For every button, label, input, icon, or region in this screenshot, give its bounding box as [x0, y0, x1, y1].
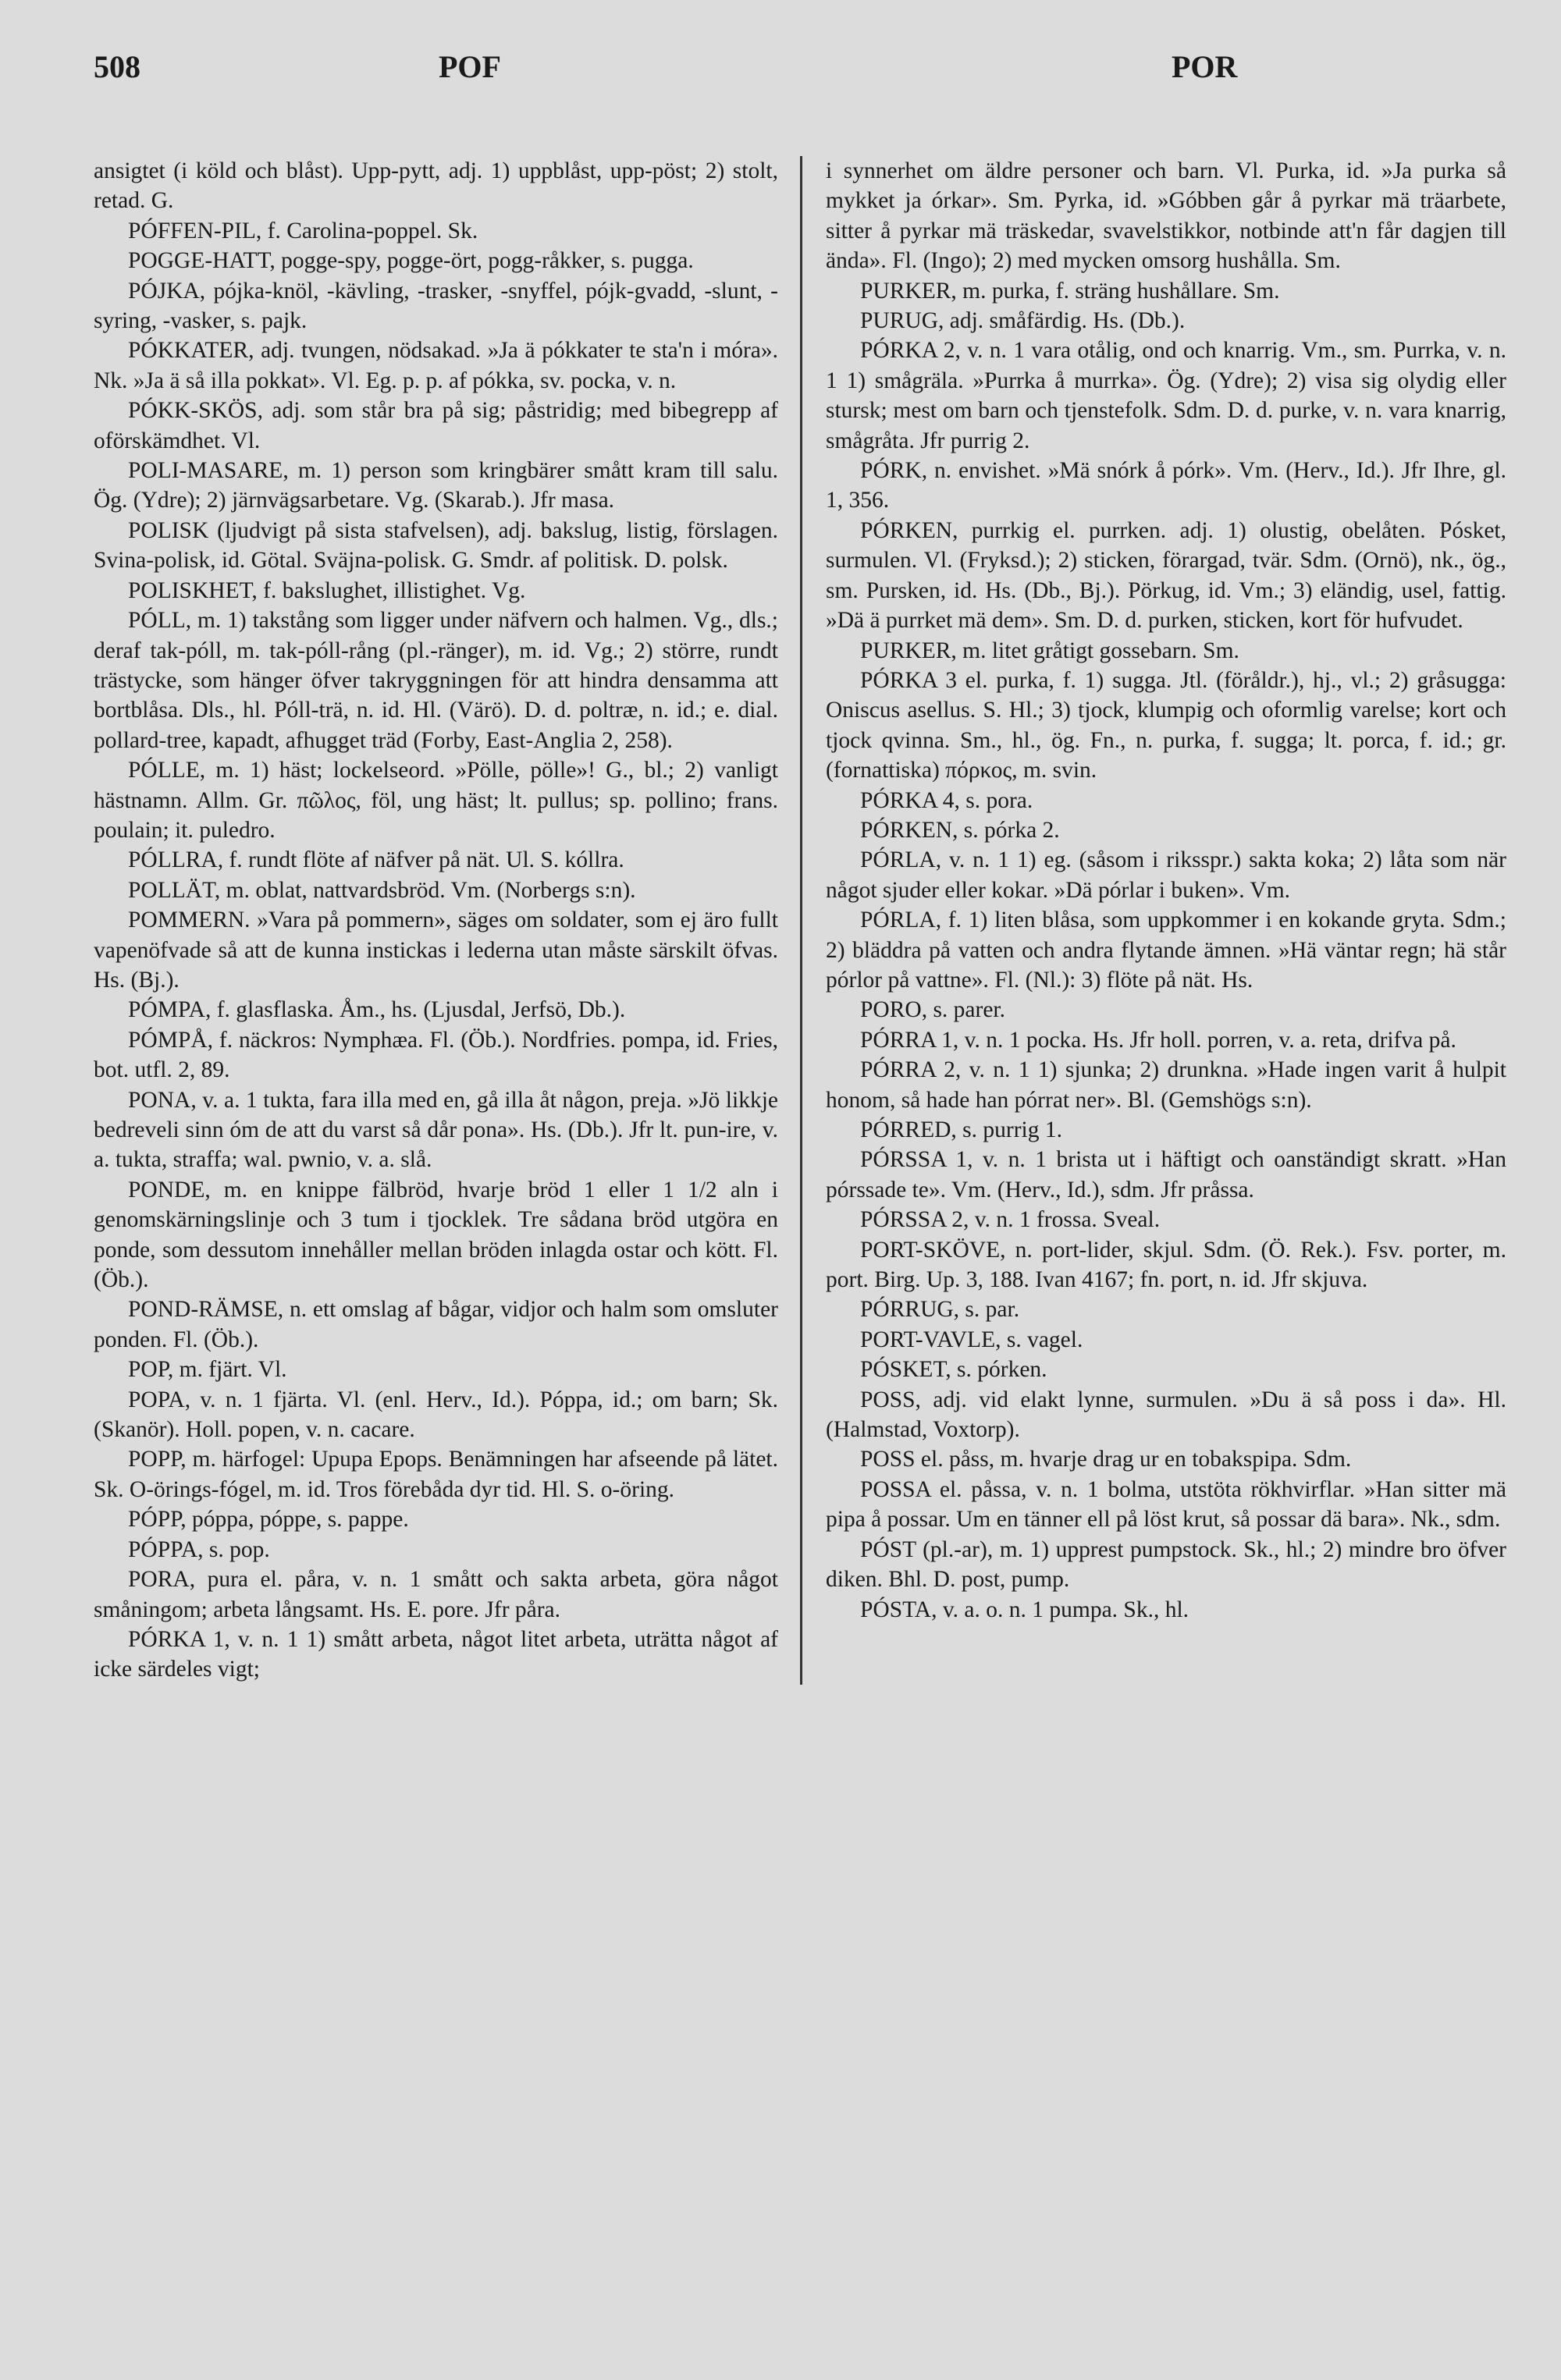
dictionary-entry: POSSA el. påssa, v. n. 1 bolma, utstöta rökhvirflar. »Han sitter mä pipa å possar. Um en tänner ell på löst krut, så possar dä bara». Nk., sdm. [826, 1476, 1506, 1533]
dictionary-entry: PÓLLE, m. 1) häst; lockelseord. »Pölle, pölle»! G., bl.; 2) vanligt hästnamn. Allm. Gr. πῶλος, föl, ung häst; lt. pullus; sp. pollino; frans. poulain; it. puledro. [94, 758, 778, 843]
dictionary-entry: POPP, m. härfogel: Upupa Epops. Benämningen har afseende på lätet. Sk. O-örings-fógel, m. id. Tros förebåda dyr tid. Hl. S. o-öring. [94, 1447, 778, 1502]
dictionary-entry: POMMERN. »Vara på pommern», säges om soldater, som ej äro fullt vapenöfvade så att de kunna instickas i lederna utan måste särskilt öfvas. Hs. (Bj.). [94, 908, 778, 993]
dictionary-entry: PÓSTA, v. a. o. n. 1 pumpa. Sk., hl. [860, 1597, 1189, 1622]
dictionary-entry: PÓPPA, s. pop. [128, 1536, 270, 1562]
left-column [94, 156, 800, 1685]
dictionary-entry: PÓRKA 2, v. n. 1 vara otålig, ond och knarrig. Vm., sm. Purrka, v. n. 1 1) smågräla. »Purrka å murrka». Ög. (Ydre); 2) visa sig olydig eller stursk; mest om barn och tjenstefolk. Sdm. D. d. purke, v. n. vara knarrig, smågråta. Jfr purrig 2. [826, 338, 1506, 453]
dictionary-entry: POP, m. fjärt. Vl. [128, 1357, 287, 1383]
dictionary-entry: PÓRKEN, purrkig el. purrken. adj. 1) olustig, obelåten. Pósket, surmulen. Vl. (Fryksd.); 2) sticken, förargad, tvär. Sdm. (Ornö), nk., ög., sm. Pursken, id. Hs. (Db., Bj.). Pörkug, id. Vm.; 3) eländig, usel, fattig. »Dä ä purrket mä dem». Sm. D. d. purken, sticken, kort för hufvudet. [826, 517, 1506, 634]
dictionary-entry: PORA, pura el. påra, v. n. 1 smått och sakta arbeta, göra något småningom; arbeta långsamt. Hs. E. pore. Jfr påra. [94, 1567, 778, 1622]
dictionary-entry: PÓRKA 3 el. purka, f. 1) sugga. Jtl. (föråldr.), hj., vl.; 2) gråsugga: Oniscus asellus. S. Hl.; 3) tjock, klumpig och oformlig varelse; kort och tjock qvinna. Sm., hl., ög. Fn., n. purka, f. sugga; lt. porca, f. id.; gr. (fornattiska) πόρκος, m. svin. [826, 667, 1506, 783]
dictionary-entry: POND-RÄMSE, n. ett omslag af bågar, vidjor och halm som omsluter ponden. Fl. (Öb.). [94, 1297, 778, 1352]
dictionary-entry: PÓRSSA 2, v. n. 1 frossa. Sveal. [860, 1207, 1161, 1233]
dictionary-entry: PURKER, m. purka, f. sträng hushållare. Sm. [860, 278, 1280, 304]
dictionary-entry: POSS, adj. vid elakt lynne, surmulen. »Du ä så poss i da». Hl. (Halmstad, Voxtorp). [826, 1387, 1506, 1443]
dictionary-entry: PÓMPA, f. glasflaska. Åm., hs. (Ljusdal, Jerfsö, Db.). [128, 997, 626, 1023]
dictionary-entry: PURUG, adj. småfärdig. Hs. (Db.). [860, 308, 1186, 334]
dictionary-entry: PÓJKA, pójka-knöl, -kävling, -trasker, -snyffel, pójk-gvadd, -slunt, -syring, -vasker, s. pajk. [94, 278, 778, 334]
page-number: 508 [94, 49, 140, 84]
dictionary-entry: PORT-VAVLE, s. vagel. [860, 1327, 1083, 1352]
dictionary-entry: PÓRLA, f. 1) liten blåsa, som uppkommer i en kokande gryta. Sdm.; 2) bläddra på vatten och andra flytande ämnen. »Hä väntar regn; hä står pórlor på vattne». Fl. (Nl.): 3) flöte på nät. Hs. [826, 908, 1506, 993]
dictionary-entry: ansigtet (i köld och blåst). Upp-pytt, adj. 1) uppblåst, upp-pöst; 2) stolt, retad. G. [94, 158, 778, 214]
entry-columns [94, 156, 1514, 1685]
dictionary-entry: POLISK (ljudvigt på sista stafvelsen), adj. bakslug, listig, förslagen. Svina-polisk, id. Götal. Sväjna-polisk. G. Smdr. af politisk. D. polsk. [94, 517, 778, 574]
dictionary-entry: POGGE-HATT, pogge-spy, pogge-ört, pogg-råkker, s. pugga. [128, 248, 694, 274]
dictionary-entry: PÓRKA 1, v. n. 1 1) smått arbeta, något litet arbeta, uträtta något af icke särdeles vigt; [94, 1626, 778, 1682]
right-column [800, 156, 1506, 1685]
dictionary-entry: POLI-MASARE, m. 1) person som kringbärer smått kram till salu. Ög. (Ydre); 2) järnvägsarbetare. Vg. (Skarab.). Jfr masa. [94, 458, 778, 513]
dictionary-entry: PÓKKATER, adj. tvungen, nödsakad. »Ja ä pókkater te sta'n i móra». Nk. »Ja ä så illa pokkat». Vl. Eg. p. p. af pókka, sv. pocka, v. n. [94, 338, 778, 393]
dictionary-entry: PURKER, m. litet gråtigt gossebarn. Sm. [860, 638, 1239, 663]
dictionary-entry: PORT-SKÖVE, n. port-lider, skjul. Sdm. (Ö. Rek.). Fsv. porter, m. port. Birg. Up. 3, 188. Ivan 4167; fn. port, n. id. Jfr skjuva. [826, 1237, 1506, 1293]
dictionary-entry: PÓST (pl.-ar), m. 1) upprest pumpstock. Sk., hl.; 2) mindre bro öfver diken. Bhl. D. post, pump. [826, 1536, 1506, 1593]
dictionary-entry: i synnerhet om äldre personer och barn. Vl. Purka, id. »Ja purka så mykket ja órkar». Sm. Pyrka, id. »Góbben går å pyrkar mä träarbete, sitter å pyrkar mä träskedar, svavelstikkor, notbinde att'n får dagjen till ända». Fl. (Ingo); 2) med mycken omsorg hushålla. Sm. [826, 158, 1506, 274]
left-guide-word: POF [439, 49, 501, 84]
dictionary-entry: PÓRRA 1, v. n. 1 pocka. Hs. Jfr holl. porren, v. a. reta, drifva på. [860, 1027, 1456, 1053]
dictionary-entry: POLLÄT, m. oblat, nattvardsbröd. Vm. (Norbergs s:n). [128, 877, 636, 903]
dictionary-entry: PÓKK-SKÖS, adj. som står bra på sig; påstridig; med bibegrepp af oförskämdhet. Vl. [94, 398, 778, 453]
dictionary-entry: PÓLLRA, f. rundt flöte af näfver på nät. Ul. S. kóllra. [128, 847, 624, 873]
dictionary-entry: POLISKHET, f. bakslughet, illistighet. Vg. [128, 577, 526, 603]
dictionary-entry: PÓFFEN-PIL, f. Carolina-poppel. Sk. [128, 218, 478, 243]
dictionary-entry: PÓRKEN, s. pórka 2. [860, 817, 1060, 843]
dictionary-entry: PÓRRED, s. purrig 1. [860, 1117, 1062, 1142]
dictionary-entry: PÓPP, póppa, póppe, s. pappe. [128, 1507, 409, 1533]
dictionary-entry: PORO, s. parer. [860, 997, 1006, 1023]
dictionary-entry: PÓRKA 4, s. pora. [860, 787, 1033, 813]
dictionary-entry: PÓRRUG, s. par. [860, 1297, 1020, 1323]
dictionary-entry: POSS el. påss, m. hvarje drag ur en tobakspipa. Sdm. [860, 1447, 1352, 1472]
dictionary-entry: PÓLL, m. 1) takstång som ligger under näfvern och halmen. Vg., dls.; deraf tak-póll, m. tak-póll-rång (pl.-ränger), m. id. Vg.; 2) större, rundt trästycke, som hänger öfver takryggningen för att hindra densamma att bortblåsa. Dls., hl. Póll-trä, n. id. Hl. (Värö). D. d. poltræ, n. id.; e. dial. pollard-tree, kapadt, afhugget träd (Forby, East-Anglia 2, 258). [94, 608, 778, 753]
page-header [94, 48, 1514, 95]
dictionary-entry: PÓRLA, v. n. 1 1) eg. (såsom i riksspr.) sakta koka; 2) låta som när något sjuder eller kokar. »Dä pórlar i buken». Vm. [826, 847, 1506, 903]
dictionary-entry: PÓRK, n. envishet. »Mä snórk å pórk». Vm. (Herv., Id.). Jfr Ihre, gl. 1, 356. [826, 458, 1506, 513]
dictionary-entry: PONA, v. a. 1 tukta, fara illa med en, gå illa åt någon, preja. »Jö likkje bedreveli sinn óm de att du varst så dår pona». Hs. (Db.). Jfr lt. pun-ire, v. a. tukta, straffa; wal. pwnio, v. a. slå. [94, 1087, 778, 1173]
right-guide-word: POR [1172, 49, 1238, 84]
dictionary-entry: PÓRRA 2, v. n. 1 1) sjunka; 2) drunkna. »Hade ingen varit å hulpit honom, så hade han pórrat ner». Bl. (Gemshögs s:n). [826, 1057, 1506, 1113]
dictionary-entry: PÓRSSA 1, v. n. 1 brista ut i häftigt och oanständigt skratt. »Han pórssade te». Vm. (Herv., Id.), sdm. Jfr pråssa. [826, 1147, 1506, 1202]
dictionary-entry: POPA, v. n. 1 fjärta. Vl. (enl. Herv., Id.). Póppa, id.; om barn; Sk. (Skanör). Holl. popen, v. n. cacare. [94, 1387, 778, 1443]
dictionary-entry: PÓSKET, s. pórken. [860, 1357, 1047, 1383]
dictionary-entry: PONDE, m. en knippe fälbröd, hvarje bröd 1 eller 1 1/2 aln i genomskärningslinje och 3 tum i tjocklek. Tre sådana bröd utgöra en ponde, som dessutom innehåller mellan bröden inlagda ostar och kött. Fl. (Öb.). [94, 1177, 778, 1293]
dictionary-entry: PÓMPÅ, f. näckros: Nymphæa. Fl. (Öb.). Nordfries. pompa, id. Fries, bot. utfl. 2, 89. [94, 1027, 778, 1083]
